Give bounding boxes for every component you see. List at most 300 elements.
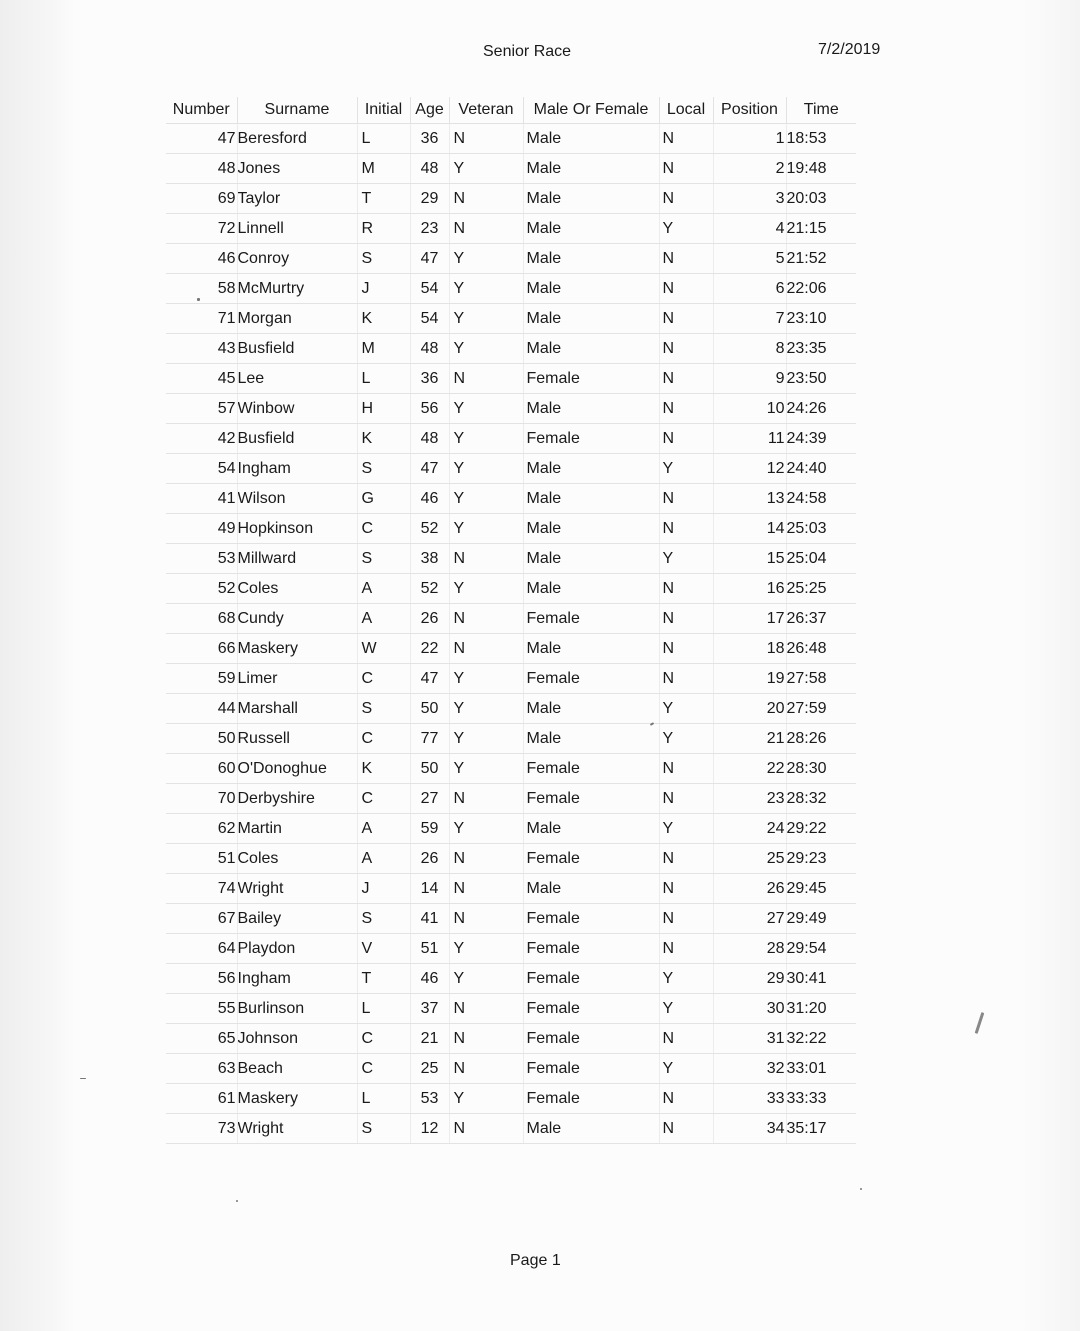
age-cell: 48 — [410, 424, 449, 454]
number-cell: 57 — [166, 394, 237, 424]
table-row — [166, 784, 856, 814]
page-date: 7/2/2019 — [818, 41, 881, 58]
column-header: Time — [786, 97, 856, 124]
sex-cell: Male — [523, 484, 659, 514]
sex-cell: Male — [523, 544, 659, 574]
surname-cell: Johnson — [237, 1024, 357, 1054]
initial-cell: S — [357, 544, 410, 574]
initial-cell: H — [357, 394, 410, 424]
scan-speck — [860, 1188, 862, 1190]
number-cell: 41 — [166, 484, 237, 514]
number-cell: 61 — [166, 1084, 237, 1114]
local-cell: N — [659, 934, 713, 964]
position-cell: 8 — [713, 334, 786, 364]
veteran-cell: Y — [449, 934, 523, 964]
initial-cell: C — [357, 514, 410, 544]
time-cell: 22:06 — [786, 274, 856, 304]
initial-cell: J — [357, 274, 410, 304]
age-cell: 46 — [410, 484, 449, 514]
table-body — [166, 124, 856, 1144]
number-cell: 55 — [166, 994, 237, 1024]
initial-cell: C — [357, 1024, 410, 1054]
number-cell: 62 — [166, 814, 237, 844]
number-cell: 70 — [166, 784, 237, 814]
sex-cell: Male — [523, 1114, 659, 1144]
time-cell: 28:32 — [786, 784, 856, 814]
sex-cell: Female — [523, 964, 659, 994]
table-row — [166, 274, 856, 304]
age-cell: 14 — [410, 874, 449, 904]
number-cell: 56 — [166, 964, 237, 994]
number-cell: 42 — [166, 424, 237, 454]
time-cell: 31:20 — [786, 994, 856, 1024]
age-cell: 21 — [410, 1024, 449, 1054]
surname-cell: Martin — [237, 814, 357, 844]
sex-cell: Male — [523, 454, 659, 484]
time-cell: 25:25 — [786, 574, 856, 604]
number-cell: 53 — [166, 544, 237, 574]
time-cell: 28:26 — [786, 724, 856, 754]
veteran-cell: Y — [449, 454, 523, 484]
time-cell: 27:59 — [786, 694, 856, 724]
surname-cell: Hopkinson — [237, 514, 357, 544]
initial-cell: T — [357, 964, 410, 994]
veteran-cell: N — [449, 1114, 523, 1144]
time-cell: 20:03 — [786, 184, 856, 214]
table-row — [166, 964, 856, 994]
time-cell: 29:23 — [786, 844, 856, 874]
age-cell: 59 — [410, 814, 449, 844]
scan-speck — [975, 1012, 985, 1034]
local-cell: N — [659, 1114, 713, 1144]
veteran-cell: N — [449, 904, 523, 934]
local-cell: Y — [659, 214, 713, 244]
veteran-cell: N — [449, 994, 523, 1024]
time-cell: 29:49 — [786, 904, 856, 934]
position-cell: 21 — [713, 724, 786, 754]
surname-cell: Marshall — [237, 694, 357, 724]
time-cell: 33:33 — [786, 1084, 856, 1114]
table-row — [166, 694, 856, 724]
surname-cell: Jones — [237, 154, 357, 184]
number-cell: 46 — [166, 244, 237, 274]
table-row — [166, 664, 856, 694]
veteran-cell: Y — [449, 244, 523, 274]
position-cell: 23 — [713, 784, 786, 814]
sex-cell: Male — [523, 214, 659, 244]
table-row — [166, 364, 856, 394]
table-row — [166, 1084, 856, 1114]
initial-cell: C — [357, 664, 410, 694]
age-cell: 36 — [410, 364, 449, 394]
veteran-cell: Y — [449, 964, 523, 994]
table-row — [166, 424, 856, 454]
position-cell: 6 — [713, 274, 786, 304]
veteran-cell: Y — [449, 424, 523, 454]
surname-cell: Ingham — [237, 454, 357, 484]
number-cell: 71 — [166, 304, 237, 334]
local-cell: Y — [659, 1054, 713, 1084]
position-cell: 22 — [713, 754, 786, 784]
sex-cell: Male — [523, 634, 659, 664]
number-cell: 63 — [166, 1054, 237, 1084]
position-cell: 25 — [713, 844, 786, 874]
surname-cell: Maskery — [237, 634, 357, 664]
number-cell: 66 — [166, 634, 237, 664]
sex-cell: Male — [523, 154, 659, 184]
sex-cell: Male — [523, 244, 659, 274]
time-cell: 32:22 — [786, 1024, 856, 1054]
table-row — [166, 814, 856, 844]
table-row — [166, 214, 856, 244]
initial-cell: A — [357, 574, 410, 604]
surname-cell: Ingham — [237, 964, 357, 994]
table-row — [166, 724, 856, 754]
time-cell: 30:41 — [786, 964, 856, 994]
age-cell: 48 — [410, 334, 449, 364]
local-cell: N — [659, 484, 713, 514]
local-cell: Y — [659, 454, 713, 484]
column-header: Surname — [237, 97, 357, 124]
veteran-cell: Y — [449, 724, 523, 754]
number-cell: 44 — [166, 694, 237, 724]
veteran-cell: Y — [449, 484, 523, 514]
number-cell: 48 — [166, 154, 237, 184]
position-cell: 30 — [713, 994, 786, 1024]
veteran-cell: Y — [449, 334, 523, 364]
local-cell: N — [659, 634, 713, 664]
initial-cell: S — [357, 454, 410, 484]
table-row — [166, 754, 856, 784]
position-cell: 17 — [713, 604, 786, 634]
position-cell: 34 — [713, 1114, 786, 1144]
initial-cell: A — [357, 604, 410, 634]
surname-cell: Russell — [237, 724, 357, 754]
time-cell: 24:26 — [786, 394, 856, 424]
time-cell: 35:17 — [786, 1114, 856, 1144]
column-header: Initial — [357, 97, 410, 124]
veteran-cell: N — [449, 124, 523, 154]
sex-cell: Male — [523, 874, 659, 904]
age-cell: 36 — [410, 124, 449, 154]
surname-cell: Coles — [237, 574, 357, 604]
local-cell: N — [659, 754, 713, 784]
initial-cell: L — [357, 124, 410, 154]
age-cell: 53 — [410, 1084, 449, 1114]
initial-cell: T — [357, 184, 410, 214]
position-cell: 31 — [713, 1024, 786, 1054]
sex-cell: Male — [523, 274, 659, 304]
age-cell: 48 — [410, 154, 449, 184]
surname-cell: Beresford — [237, 124, 357, 154]
age-cell: 23 — [410, 214, 449, 244]
table-row — [166, 904, 856, 934]
column-header: Local — [659, 97, 713, 124]
number-cell: 49 — [166, 514, 237, 544]
table-row — [166, 484, 856, 514]
sex-cell: Female — [523, 664, 659, 694]
position-cell: 1 — [713, 124, 786, 154]
position-cell: 11 — [713, 424, 786, 454]
veteran-cell: Y — [449, 664, 523, 694]
surname-cell: Wright — [237, 1114, 357, 1144]
sex-cell: Male — [523, 574, 659, 604]
sex-cell: Male — [523, 304, 659, 334]
number-cell: 51 — [166, 844, 237, 874]
position-cell: 29 — [713, 964, 786, 994]
table-row — [166, 604, 856, 634]
initial-cell: K — [357, 304, 410, 334]
column-header: Male Or Female — [523, 97, 659, 124]
sex-cell: Female — [523, 424, 659, 454]
scan-speck — [236, 1200, 238, 1202]
position-cell: 14 — [713, 514, 786, 544]
time-cell: 27:58 — [786, 664, 856, 694]
initial-cell: A — [357, 814, 410, 844]
local-cell: N — [659, 124, 713, 154]
local-cell: N — [659, 574, 713, 604]
time-cell: 26:48 — [786, 634, 856, 664]
column-header: Position — [713, 97, 786, 124]
table-row — [166, 394, 856, 424]
sex-cell: Female — [523, 754, 659, 784]
local-cell: N — [659, 904, 713, 934]
table-row — [166, 184, 856, 214]
sex-cell: Male — [523, 334, 659, 364]
time-cell: 21:52 — [786, 244, 856, 274]
surname-cell: Derbyshire — [237, 784, 357, 814]
time-cell: 23:50 — [786, 364, 856, 394]
veteran-cell: Y — [449, 514, 523, 544]
scan-speck — [80, 1078, 86, 1079]
age-cell: 47 — [410, 664, 449, 694]
surname-cell: Maskery — [237, 1084, 357, 1114]
surname-cell: Coles — [237, 844, 357, 874]
age-cell: 56 — [410, 394, 449, 424]
number-cell: 65 — [166, 1024, 237, 1054]
sex-cell: Male — [523, 724, 659, 754]
sex-cell: Female — [523, 934, 659, 964]
initial-cell: R — [357, 214, 410, 244]
table-row — [166, 874, 856, 904]
number-cell: 45 — [166, 364, 237, 394]
time-cell: 29:54 — [786, 934, 856, 964]
number-cell: 72 — [166, 214, 237, 244]
surname-cell: O'Donoghue — [237, 754, 357, 784]
local-cell: N — [659, 664, 713, 694]
initial-cell: S — [357, 244, 410, 274]
column-header: Veteran — [449, 97, 523, 124]
number-cell: 69 — [166, 184, 237, 214]
position-cell: 26 — [713, 874, 786, 904]
table-row — [166, 124, 856, 154]
local-cell: Y — [659, 724, 713, 754]
local-cell: Y — [659, 964, 713, 994]
sex-cell: Female — [523, 604, 659, 634]
table-row — [166, 154, 856, 184]
sex-cell: Female — [523, 844, 659, 874]
time-cell: 23:10 — [786, 304, 856, 334]
veteran-cell: N — [449, 874, 523, 904]
age-cell: 25 — [410, 1054, 449, 1084]
time-cell: 29:45 — [786, 874, 856, 904]
time-cell: 24:39 — [786, 424, 856, 454]
veteran-cell: Y — [449, 154, 523, 184]
table-row — [166, 1054, 856, 1084]
number-cell: 52 — [166, 574, 237, 604]
surname-cell: Cundy — [237, 604, 357, 634]
local-cell: Y — [659, 694, 713, 724]
surname-cell: Wilson — [237, 484, 357, 514]
number-cell: 68 — [166, 604, 237, 634]
initial-cell: C — [357, 1054, 410, 1084]
initial-cell: S — [357, 694, 410, 724]
age-cell: 54 — [410, 274, 449, 304]
age-cell: 29 — [410, 184, 449, 214]
table-row — [166, 1114, 856, 1144]
position-cell: 12 — [713, 454, 786, 484]
table-row — [166, 514, 856, 544]
surname-cell: McMurtry — [237, 274, 357, 304]
veteran-cell: N — [449, 364, 523, 394]
number-cell: 64 — [166, 934, 237, 964]
surname-cell: Lee — [237, 364, 357, 394]
age-cell: 51 — [410, 934, 449, 964]
surname-cell: Busfield — [237, 334, 357, 364]
veteran-cell: N — [449, 214, 523, 244]
time-cell: 25:03 — [786, 514, 856, 544]
local-cell: N — [659, 874, 713, 904]
surname-cell: Conroy — [237, 244, 357, 274]
surname-cell: Linnell — [237, 214, 357, 244]
veteran-cell: N — [449, 844, 523, 874]
initial-cell: L — [357, 1084, 410, 1114]
position-cell: 19 — [713, 664, 786, 694]
age-cell: 50 — [410, 754, 449, 784]
age-cell: 47 — [410, 244, 449, 274]
local-cell: N — [659, 154, 713, 184]
age-cell: 52 — [410, 514, 449, 544]
local-cell: N — [659, 274, 713, 304]
number-cell: 67 — [166, 904, 237, 934]
surname-cell: Playdon — [237, 934, 357, 964]
position-cell: 3 — [713, 184, 786, 214]
sex-cell: Female — [523, 1054, 659, 1084]
sex-cell: Female — [523, 1024, 659, 1054]
initial-cell: M — [357, 154, 410, 184]
veteran-cell: N — [449, 1054, 523, 1084]
number-cell: 54 — [166, 454, 237, 484]
surname-cell: Bailey — [237, 904, 357, 934]
age-cell: 41 — [410, 904, 449, 934]
local-cell: N — [659, 364, 713, 394]
position-cell: 32 — [713, 1054, 786, 1084]
sex-cell: Female — [523, 364, 659, 394]
age-cell: 27 — [410, 784, 449, 814]
sex-cell: Female — [523, 1084, 659, 1114]
position-cell: 15 — [713, 544, 786, 574]
initial-cell: V — [357, 934, 410, 964]
local-cell: N — [659, 604, 713, 634]
local-cell: N — [659, 394, 713, 424]
number-cell: 73 — [166, 1114, 237, 1144]
position-cell: 33 — [713, 1084, 786, 1114]
position-cell: 18 — [713, 634, 786, 664]
number-cell: 60 — [166, 754, 237, 784]
veteran-cell: Y — [449, 814, 523, 844]
initial-cell: K — [357, 424, 410, 454]
local-cell: Y — [659, 544, 713, 574]
position-cell: 27 — [713, 904, 786, 934]
column-header: Age — [410, 97, 449, 124]
local-cell: N — [659, 424, 713, 454]
number-cell: 47 — [166, 124, 237, 154]
table-row — [166, 934, 856, 964]
table-row — [166, 574, 856, 604]
age-cell: 46 — [410, 964, 449, 994]
veteran-cell: Y — [449, 574, 523, 604]
age-cell: 77 — [410, 724, 449, 754]
local-cell: N — [659, 844, 713, 874]
surname-cell: Wright — [237, 874, 357, 904]
age-cell: 26 — [410, 844, 449, 874]
time-cell: 18:53 — [786, 124, 856, 154]
sex-cell: Male — [523, 514, 659, 544]
position-cell: 4 — [713, 214, 786, 244]
sex-cell: Male — [523, 394, 659, 424]
veteran-cell: N — [449, 1024, 523, 1054]
age-cell: 52 — [410, 574, 449, 604]
time-cell: 33:01 — [786, 1054, 856, 1084]
table-row — [166, 304, 856, 334]
veteran-cell: N — [449, 604, 523, 634]
initial-cell: L — [357, 994, 410, 1024]
veteran-cell: N — [449, 184, 523, 214]
veteran-cell: N — [449, 544, 523, 574]
initial-cell: A — [357, 844, 410, 874]
number-cell: 74 — [166, 874, 237, 904]
sex-cell: Male — [523, 694, 659, 724]
time-cell: 21:15 — [786, 214, 856, 244]
time-cell: 25:04 — [786, 544, 856, 574]
position-cell: 28 — [713, 934, 786, 964]
surname-cell: Limer — [237, 664, 357, 694]
sex-cell: Male — [523, 814, 659, 844]
local-cell: N — [659, 514, 713, 544]
local-cell: Y — [659, 994, 713, 1024]
position-cell: 24 — [713, 814, 786, 844]
table-row — [166, 544, 856, 574]
age-cell: 50 — [410, 694, 449, 724]
number-cell: 43 — [166, 334, 237, 364]
table-row — [166, 1024, 856, 1054]
surname-cell: Winbow — [237, 394, 357, 424]
position-cell: 10 — [713, 394, 786, 424]
age-cell: 26 — [410, 604, 449, 634]
sex-cell: Female — [523, 904, 659, 934]
surname-cell: Morgan — [237, 304, 357, 334]
local-cell: N — [659, 1024, 713, 1054]
position-cell: 9 — [713, 364, 786, 394]
position-cell: 5 — [713, 244, 786, 274]
number-cell: 58 — [166, 274, 237, 304]
veteran-cell: N — [449, 634, 523, 664]
time-cell: 23:35 — [786, 334, 856, 364]
sex-cell: Male — [523, 184, 659, 214]
local-cell: N — [659, 184, 713, 214]
age-cell: 38 — [410, 544, 449, 574]
age-cell: 47 — [410, 454, 449, 484]
